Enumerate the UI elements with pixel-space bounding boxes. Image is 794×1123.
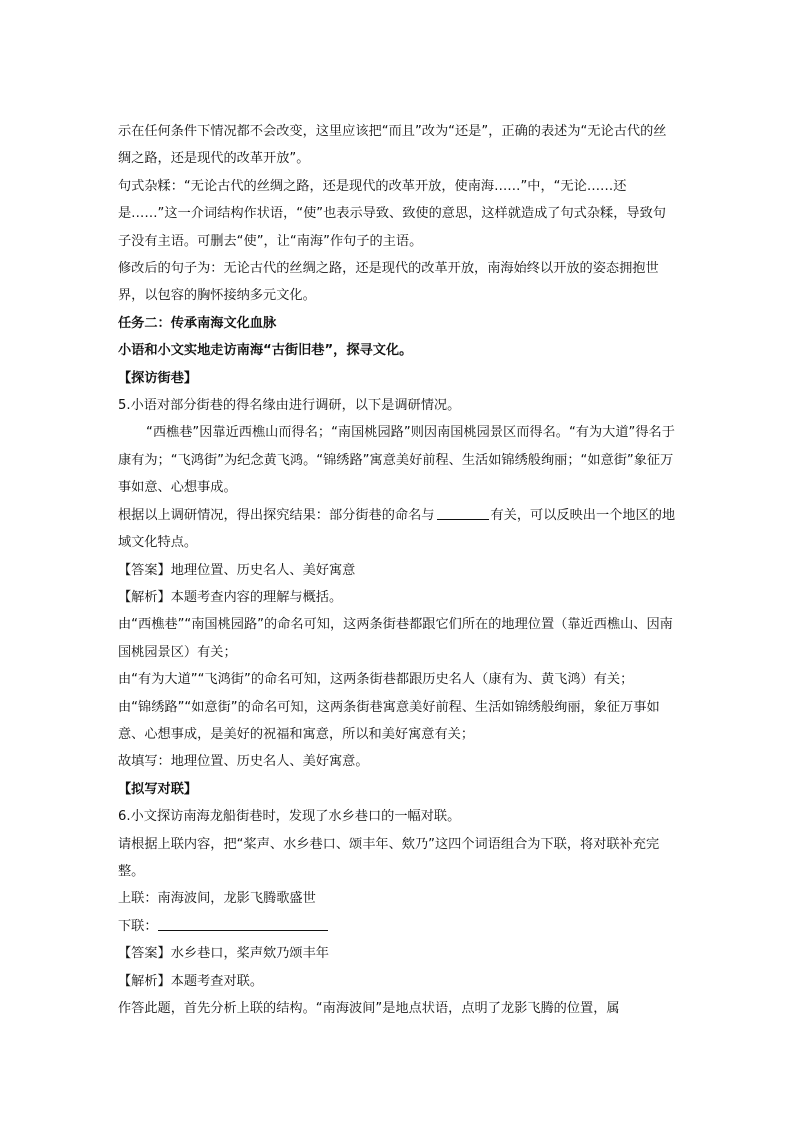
question-5-answer: 【答案】地理位置、历史名人、美好寓意 — [118, 562, 356, 578]
section-explore-streets: 【探访街巷】 — [118, 370, 198, 386]
lower-couplet-label: 下联： — [118, 918, 158, 934]
question-5-question-part-a: 根据以上调研情况，得出探究结果：部分街巷的命名与 — [118, 507, 435, 523]
document-page — [118, 118, 678, 1022]
section-write-couplet: 【拟写对联】 — [118, 781, 198, 797]
question-6-analysis-label: 【解析】本题考查对联。 — [118, 973, 264, 989]
task-two-title: 任务二：传承南海文化血脉 — [118, 315, 277, 331]
question-6-upper-couplet: 上联：南海波间，龙影飞腾歌盛世 — [118, 891, 316, 907]
question-5-question-part-b: 有关，可以反映出一个地区的地域文化特点。 — [118, 507, 676, 551]
question-5-question — [118, 502, 678, 557]
paragraph-revised-sentence: 修改后的句子为：无论古代的丝绸之路，还是现代的改革开放，南海始终以开放的姿态拥抱世界，以包容的胸怀接纳多元文化。 — [118, 261, 659, 304]
paragraph-correction-1: 示在任何条件下情况都不会改变，这里应该把“而且”改为“还是”，正确的表述为“无论古代的丝绸之路，还是现代的改革开放”。 — [118, 124, 667, 167]
question-5-stem: 5.小语对部分街巷的得名缘由进行调研，以下是调研情况。 — [118, 398, 461, 414]
question-6-lower-couplet — [118, 913, 678, 940]
question-5-analysis-geography: 由“西樵巷”“南国桃园路”的命名可知，这两条街巷都跟它们所在的地理位置（靠近西樵山、因南国桃园景区）有关； — [118, 617, 673, 660]
task-two-intro: 小语和小文实地走访南海“古街旧巷”，探寻文化。 — [118, 343, 413, 359]
question-5-analysis-conclusion: 故填写：地理位置、历史名人、美好寓意。 — [118, 754, 369, 770]
paragraph-sentence-mix: 句式杂糅：“无论古代的丝绸之路，还是现代的改革开放，使南海……”中，“无论……还是……”这一介词结构作状语，“使”也表示导致、致使的意思，这样就造成了句式杂糅，导致句子没有主语。可删去“使”，让“南海”作句子的主语。 — [118, 178, 666, 249]
question-5-material: “西樵巷”因靠近西樵山而得名；“南国桃园路”则因南国桃园景区而得名。“有为大道”得名于康有为；“飞鸿街”为纪念黄飞鸿。“锦绣路”寓意美好前程、生活如锦绣般绚丽；“如意街”象征万事如意、心想事成。 — [118, 425, 675, 496]
lower-couplet-blank — [158, 916, 328, 931]
answer-blank — [437, 505, 489, 520]
question-5-analysis-meaning: 由“锦绣路”“如意街”的命名可知，这两条街巷寓意美好前程、生活如锦绣般绚丽，象征万事如意、心想事成，是美好的祝福和寓意，所以和美好寓意有关； — [118, 699, 660, 742]
question-6-stem: 6.小文探访南海龙船街巷时，发现了水乡巷口的一幅对联。 — [118, 809, 461, 825]
question-5-analysis-people: 由“有为大道”“飞鸿街”的命名可知，这两条街巷都跟历史名人（康有为、黄飞鸿）有关； — [118, 672, 634, 688]
question-6-instruction: 请根据上联内容，把“桨声、水乡巷口、颂丰年、欸乃”这四个词语组合为下联，将对联补充完整。 — [118, 836, 660, 879]
question-6-analysis-structure: 作答此题，首先分析上联的结构。“南海波间”是地点状语，点明了龙影飞腾的位置，属 — [118, 1001, 620, 1016]
question-6-answer: 【答案】水乡巷口，桨声欸乃颂丰年 — [118, 946, 329, 962]
question-5-analysis-label: 【解析】本题考查内容的理解与概括。 — [118, 589, 343, 605]
